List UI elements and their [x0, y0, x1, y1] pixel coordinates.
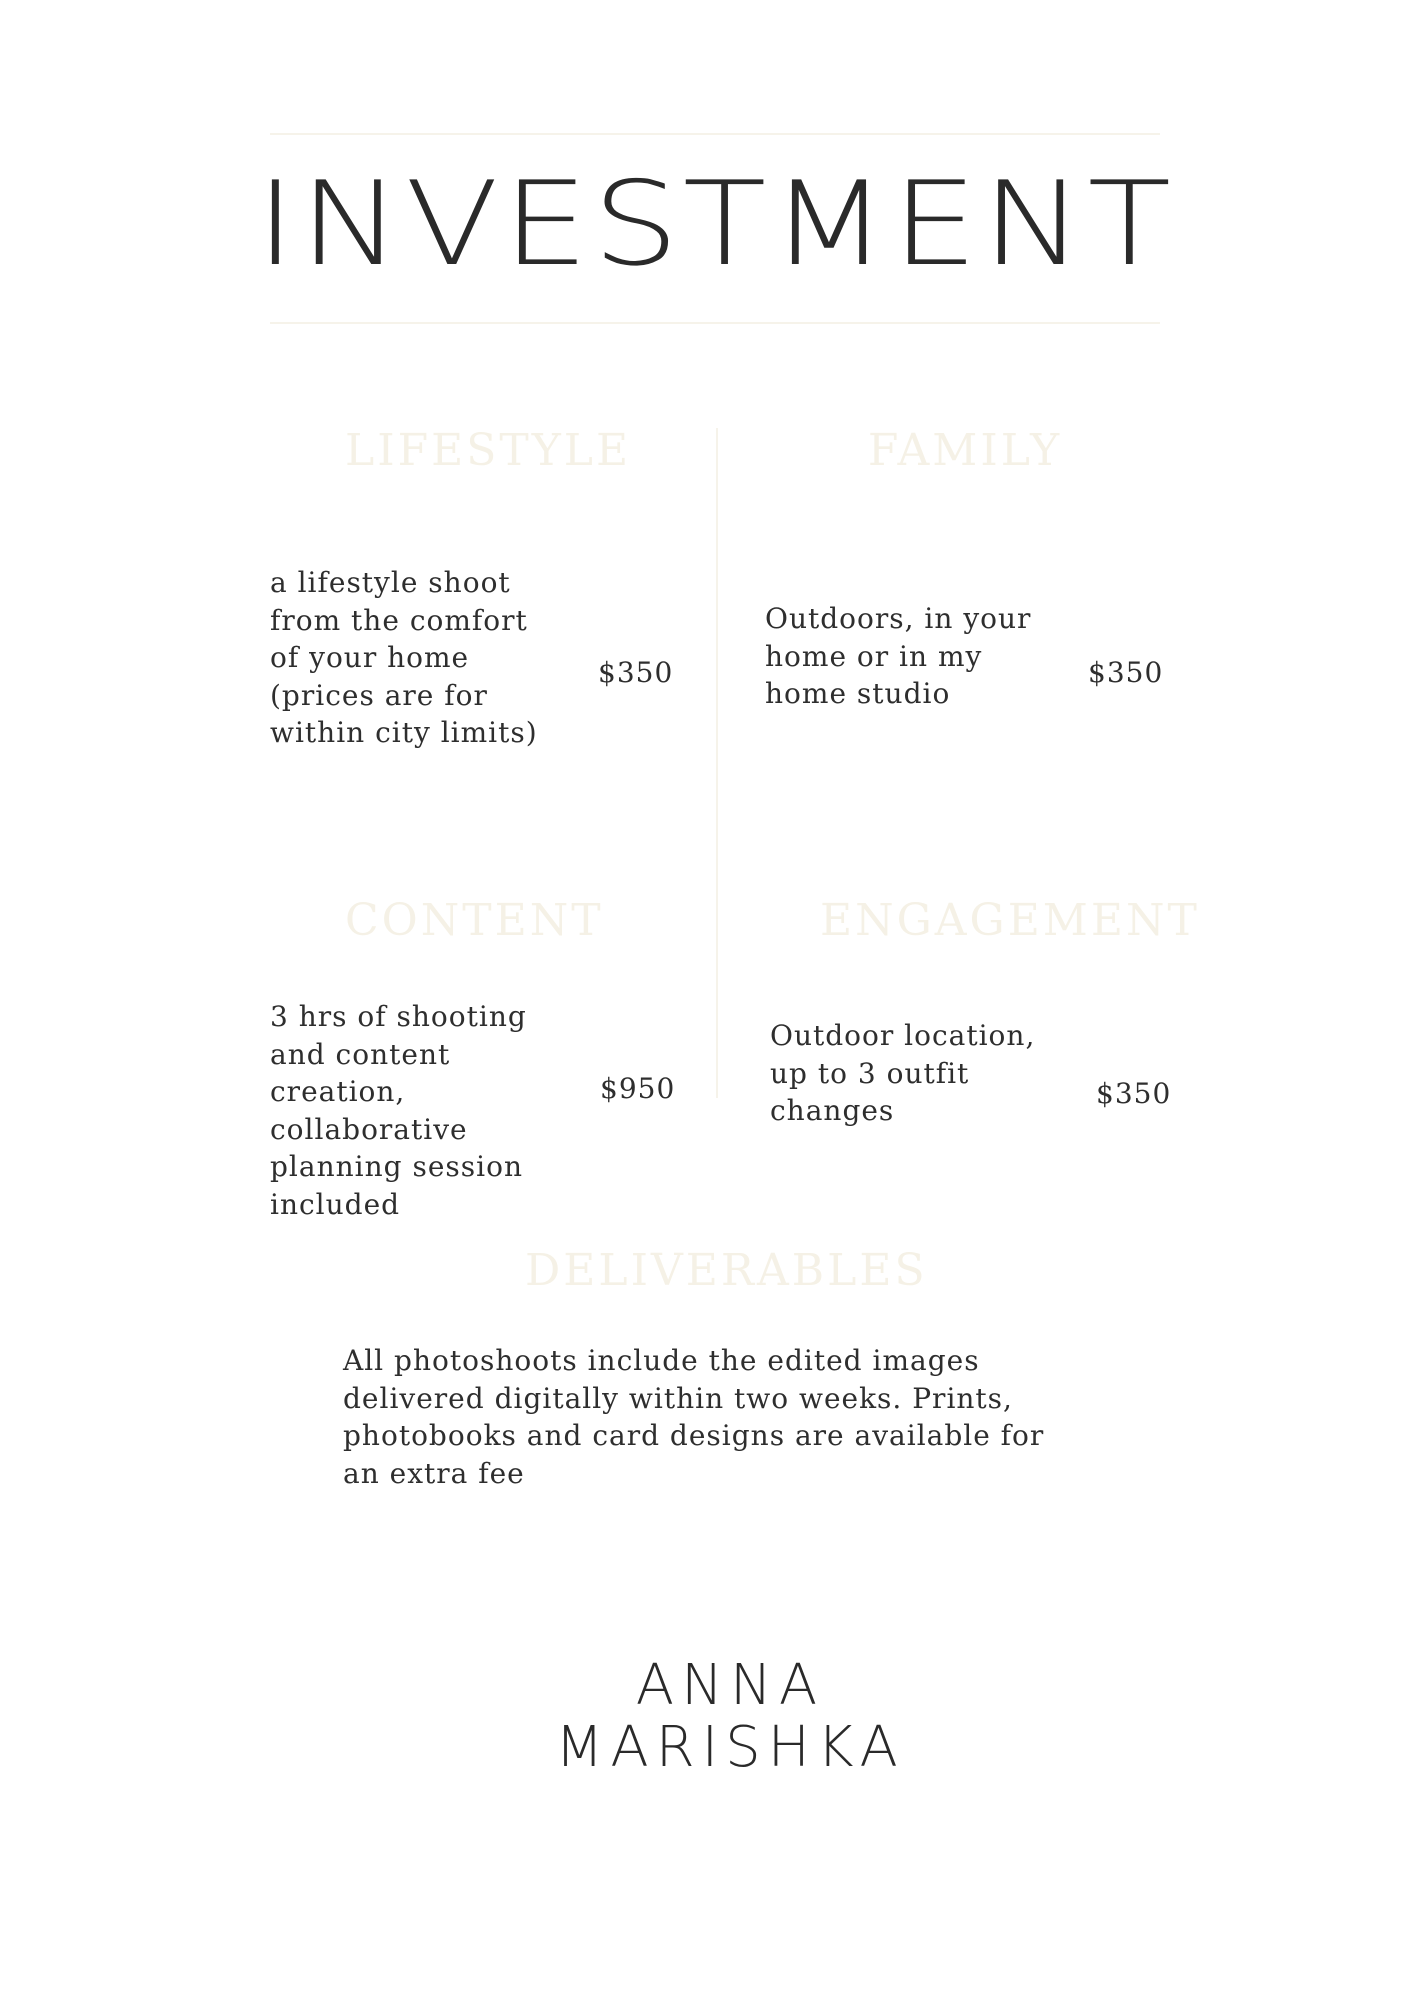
- brand-logo: [480, 1655, 980, 1779]
- package-price-content: $950: [600, 1072, 676, 1105]
- brand-first-name: ANNA: [635, 1653, 825, 1718]
- title-top-rule: [270, 133, 1160, 135]
- package-description-engagement: Outdoor location, up to 3 outfit changes: [770, 1019, 1036, 1127]
- package-description-family: Outdoors, in your home or in my home studio: [765, 602, 1032, 710]
- page-title: INVESTMENT: [255, 157, 1175, 292]
- package-heading-family: FAMILY: [867, 425, 1063, 476]
- column-divider: [716, 428, 718, 1098]
- deliverables-note: All photoshoots include the edited images delivered digitally within two weeks. Prints, photobooks and card designs are available for an extra fee: [343, 1344, 1045, 1490]
- package-heading-engagement: ENGAGEMENT: [820, 895, 1200, 946]
- brand-last-name: MARISHKA: [555, 1715, 905, 1780]
- package-description-lifestyle: a lifestyle shoot from the comfort of your home (prices are for within city limits): [270, 566, 538, 749]
- package-price-lifestyle: $350: [598, 656, 674, 689]
- package-description-content: 3 hrs of shooting and content creation, collaborative planning session included: [270, 1000, 527, 1221]
- package-price-engagement: $350: [1096, 1077, 1172, 1110]
- deliverables-heading: DELIVERABLES: [525, 1245, 928, 1296]
- package-heading-content: CONTENT: [345, 895, 604, 946]
- title-bottom-rule: [270, 322, 1160, 324]
- package-heading-lifestyle: LIFESTYLE: [345, 425, 632, 476]
- package-price-family: $350: [1088, 656, 1164, 689]
